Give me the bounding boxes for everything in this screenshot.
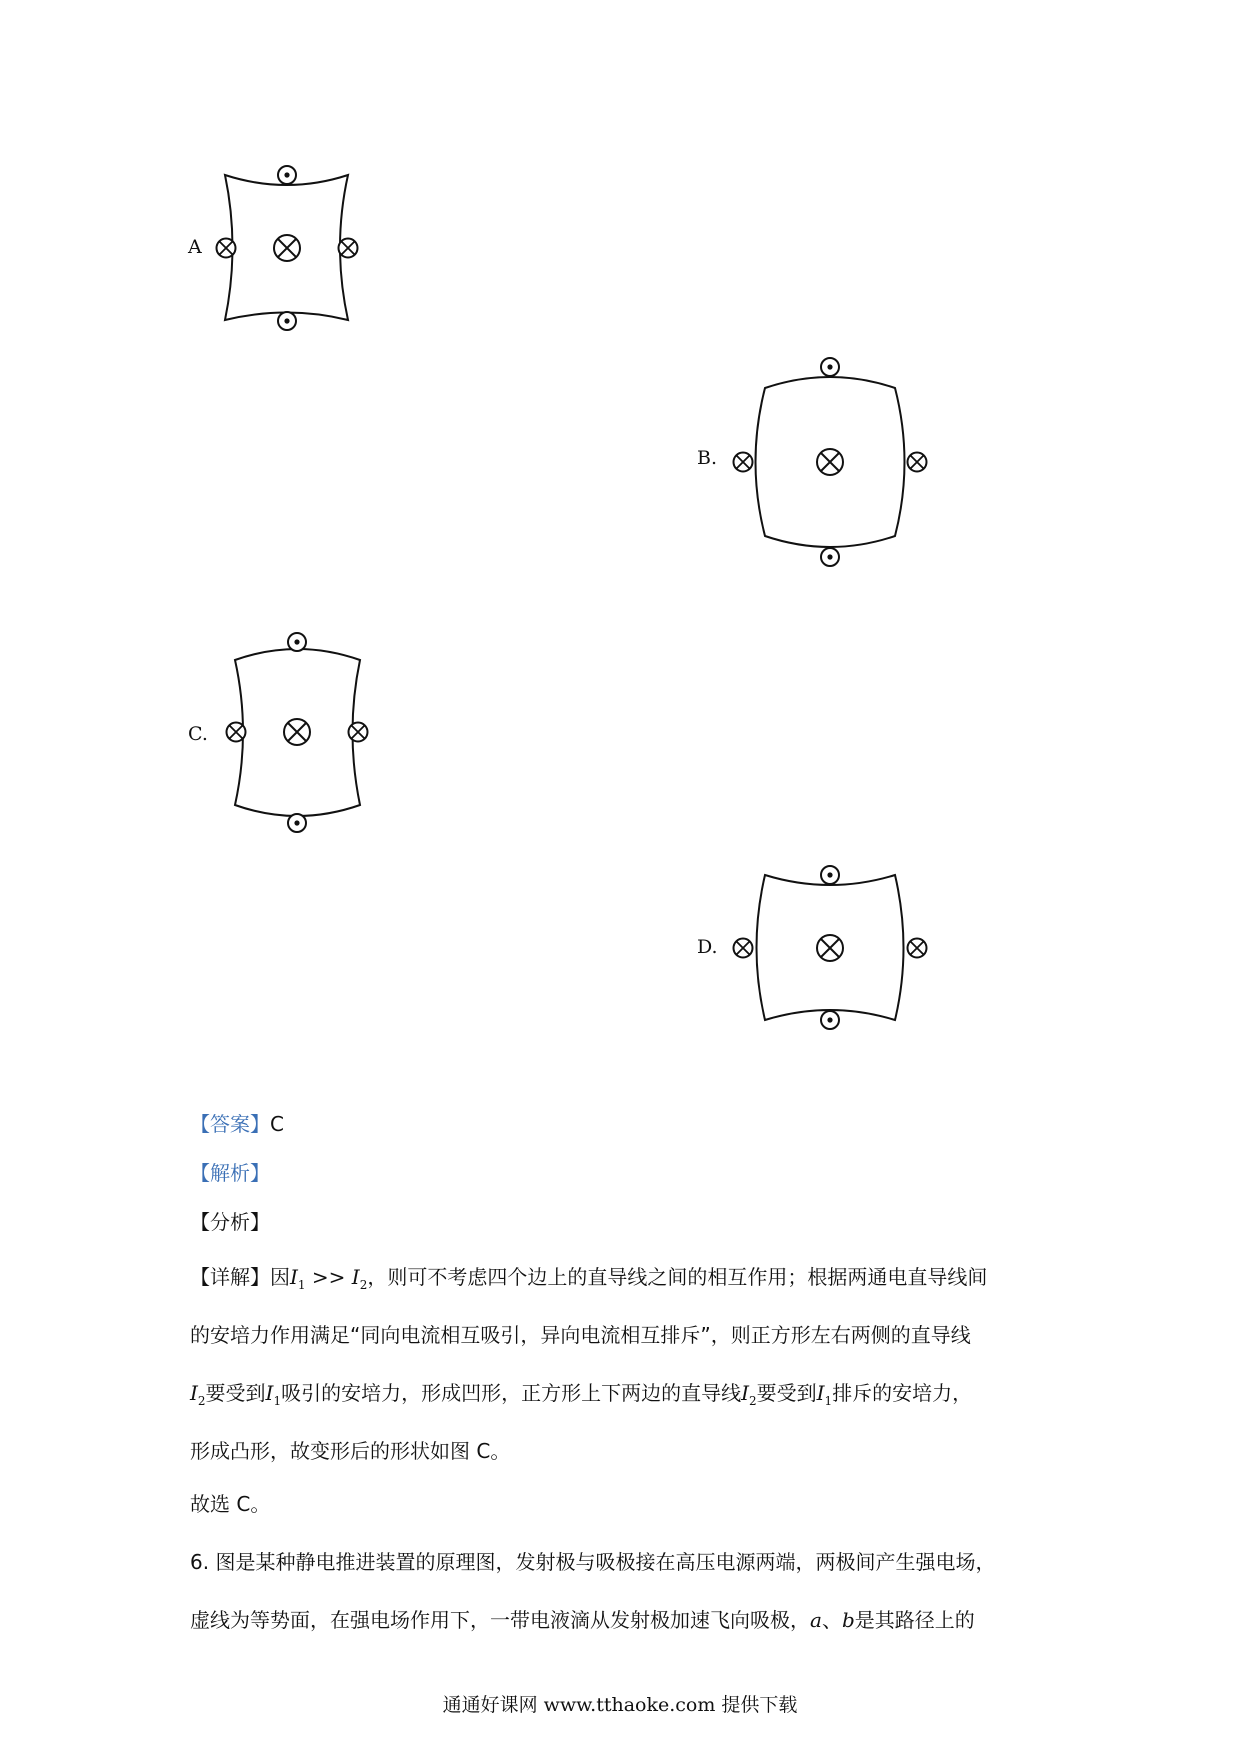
dot-current-bottom-icon bbox=[288, 814, 306, 832]
dot-current-top-icon bbox=[278, 166, 296, 184]
cross-current-center-icon bbox=[284, 719, 310, 745]
answer-value: C bbox=[270, 1112, 284, 1136]
figure-option-c bbox=[215, 630, 375, 840]
cross-current-left-icon bbox=[734, 939, 753, 958]
math-i1: $I_1$ bbox=[265, 1381, 282, 1408]
cross-current-center-icon bbox=[817, 935, 843, 961]
cross-current-right-icon bbox=[349, 723, 368, 742]
analysis-tag: 【解析】 bbox=[190, 1161, 270, 1185]
fenxi-line bbox=[190, 1206, 270, 1235]
analysis-line bbox=[190, 1157, 270, 1186]
math-i1: $I_1$ bbox=[816, 1381, 833, 1408]
fenxi-tag: 【分析】 bbox=[190, 1210, 270, 1234]
figure-option-a bbox=[200, 160, 380, 340]
dot-current-top-icon bbox=[821, 866, 839, 884]
dot-current-bottom-icon bbox=[278, 312, 296, 330]
detail-line-3: $I_2$要受到$I_1$吸引的安培力，形成凹形，正方形上下两边的直导线$I_2$要受到$I_1$排斥的安培力， bbox=[190, 1381, 973, 1408]
detail-line-1: 【详解】因$I_1 >> I_2$，则可不考虑四个边上的直导线之间的相互作用；根据两通电直导线间 bbox=[190, 1265, 988, 1292]
detail-tag: 【详解】 bbox=[190, 1265, 270, 1289]
math-i2: $I_2$ bbox=[190, 1381, 206, 1408]
dot-current-bottom-icon bbox=[821, 1011, 839, 1029]
conclusion-line: 故选 C。 bbox=[190, 1492, 271, 1516]
question-6-line-2: 虚线为等势面，在强电场作用下，一带电液滴从发射极加速飞向吸极，a、b是其路径上的 bbox=[190, 1608, 975, 1632]
dot-current-top-icon bbox=[288, 633, 306, 651]
question-6-line-1: 6. 图是某种静电推进装置的原理图，发射极与吸极接在高压电源两端，两极间产生强电场， bbox=[190, 1550, 996, 1574]
answer-line bbox=[190, 1108, 284, 1137]
cross-current-left-icon bbox=[217, 239, 236, 258]
cross-current-left-icon bbox=[734, 453, 753, 472]
option-c-label: C. bbox=[188, 723, 208, 745]
math-i1-gg-i2: $I_1 >> I_2$ bbox=[290, 1265, 368, 1292]
figure-option-b bbox=[730, 360, 930, 570]
cross-current-center-icon bbox=[817, 449, 843, 475]
option-b-label: B. bbox=[697, 447, 718, 469]
page-footer: 通通好课网 www.tthaoke.com 提供下载 bbox=[442, 1694, 798, 1716]
detail-line-2: 的安培力作用满足“同向电流相互吸引，异向电流相互排斥”，则正方形左右两侧的直导线 bbox=[190, 1323, 971, 1347]
cross-current-left-icon bbox=[227, 723, 246, 742]
cross-current-right-icon bbox=[339, 239, 358, 258]
cross-current-right-icon bbox=[908, 453, 927, 472]
figure-option-d bbox=[730, 860, 930, 1040]
math-i2: $I_2$ bbox=[741, 1381, 757, 1408]
cross-current-right-icon bbox=[908, 939, 927, 958]
option-d-label: D. bbox=[697, 936, 718, 958]
option-a-label: A bbox=[188, 236, 202, 258]
dot-current-top-icon bbox=[821, 358, 839, 376]
answer-tag: 【答案】 bbox=[190, 1112, 270, 1136]
detail-line-4: 形成凸形，故变形后的形状如图 C。 bbox=[190, 1439, 511, 1463]
cross-current-center-icon bbox=[274, 235, 300, 261]
dot-current-bottom-icon bbox=[821, 548, 839, 566]
